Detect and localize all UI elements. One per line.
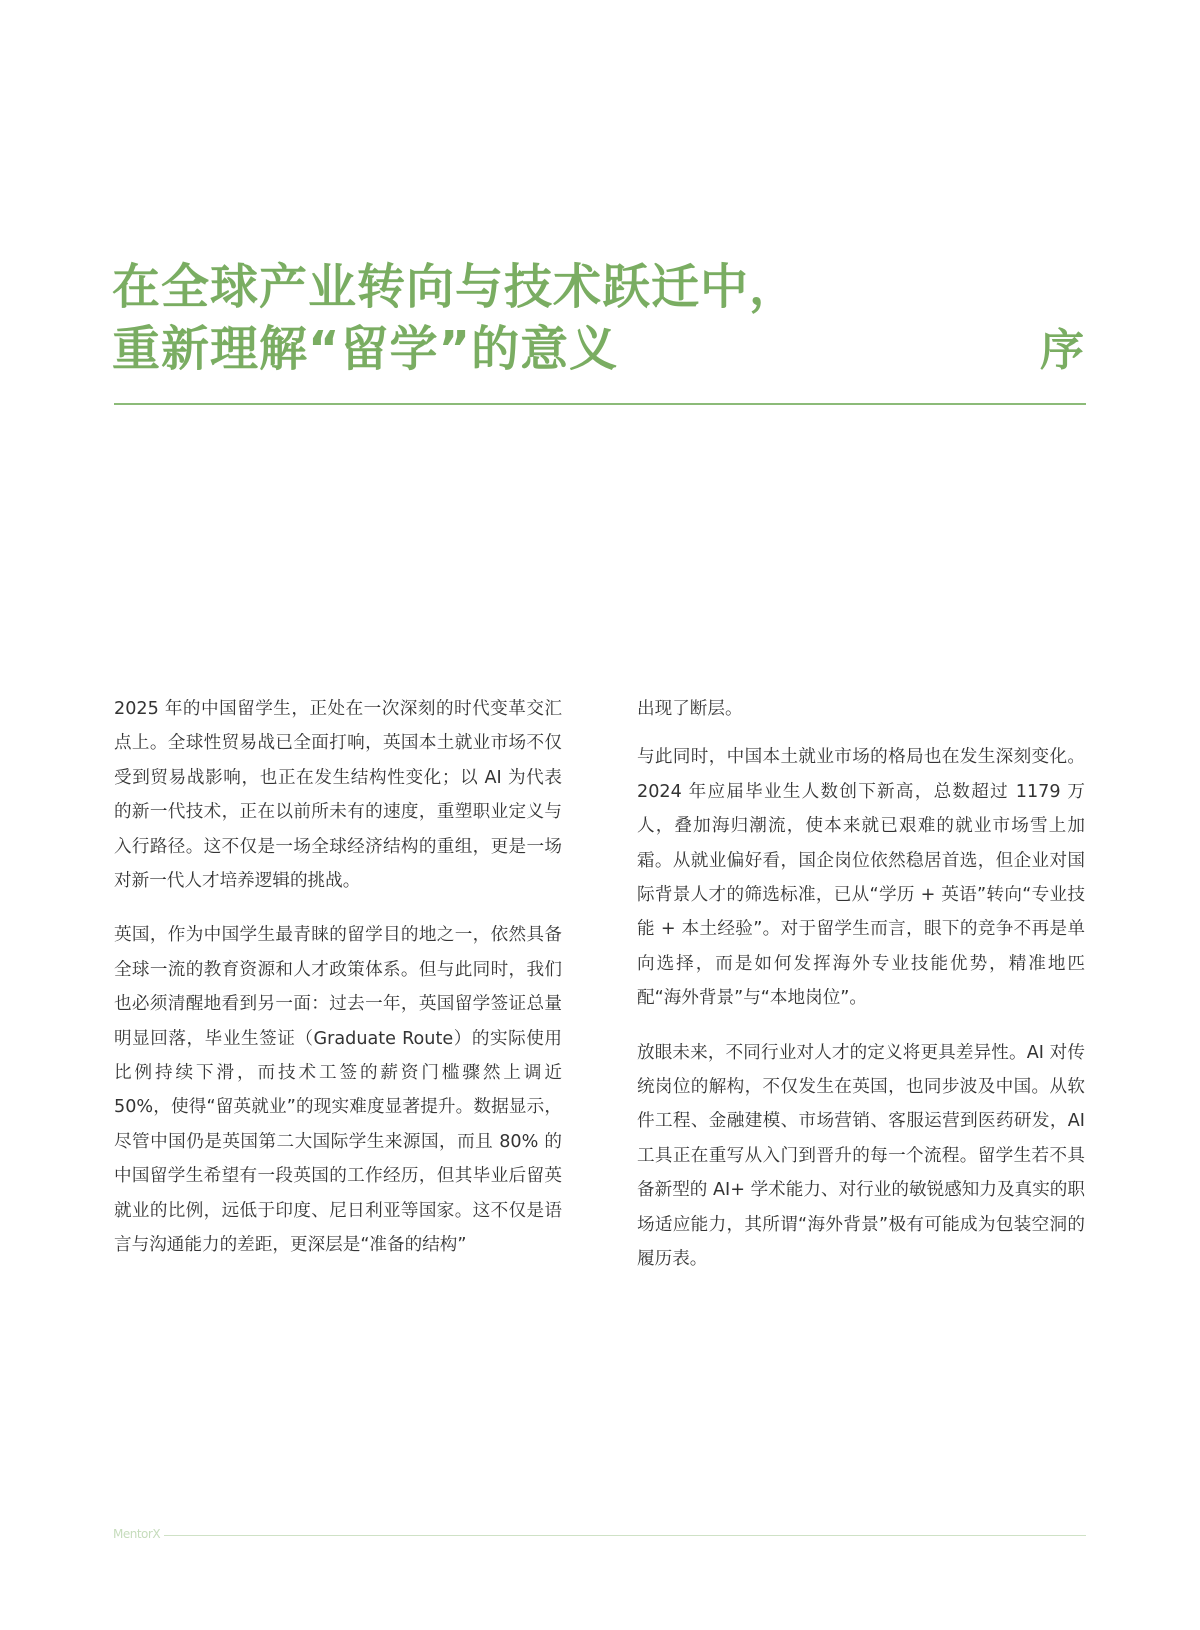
paragraph: 英国，作为中国学生最青睐的留学目的地之一，依然具备全球一流的教育资源和人才政策体系。但与此同时，我们也必须清醒地看到另一面：过去一年，英国留学签证总量明显回落，毕业生签证（Graduate Route）的实际使用比例持续下滑，而技术工签的薪资门槛骤然上调近 50%，使得“留英就业”的现实难度显著提升。数据显示，尽管中国仍是英国第二大国际学生来源国，而且 80% 的中国留学生希望有一段英国的工作经历，但其毕业后留英就业的比例，远低于印度、尼日利亚等国家。这不仅是语言与沟通能力的差距，更深层是“准备的结构” (114, 925, 562, 1256)
paragraph: 2025 年的中国留学生，正处在一次深刻的时代变革交汇点上。全球性贸易战已全面打响，英国本土就业市场不仅受到贸易战影响，也正在发生结构性变化；以 AI 为代表的新一代技术，正在以前所未有的速度，重塑职业定义与入行路径。这不仅是一场全球经济结构的重组，更是一场对新一代人才培养逻辑的挑战。 (114, 699, 562, 892)
paragraph: 出现了断层。 (637, 699, 743, 719)
page-title (112, 256, 798, 380)
title-divider (114, 403, 1086, 405)
footer-divider (164, 1535, 1086, 1536)
right-column (637, 692, 1085, 1297)
paragraph: 与此同时，中国本土就业市场的格局也在发生深刻变化。2024 年应届毕业生人数创下新高，总数超过 1179 万人，叠加海归潮流，使本来就已艰难的就业市场雪上加霜。从就业偏好看，国企岗位依然稳居首选，但企业对国际背景人才的筛选标准，已从“学历 + 英语”转向“专业技能 + 本土经验”。对于留学生而言，眼下的竞争不再是单向选择，而是如何发挥海外专业技能优势，精准地匹配“海外背景”与“本地岗位”。 (637, 747, 1085, 1009)
paragraph: 放眼未来，不同行业对人才的定义将更具差异性。AI 对传统岗位的解构，不仅发生在英国，也同步波及中国。从软件工程、金融建模、市场营销、客服运营到医药研发，AI 工具正在重写从入门到晋升的每一个流程。留学生若不具备新型的 AI+ 学术能力、对行业的敏锐感知力及真实的职场适应能力，其所谓“海外背景”极有可能成为包装空洞的履历表。 (637, 1042, 1085, 1270)
section-label: 序 (1040, 325, 1084, 376)
left-column (114, 692, 562, 1283)
title-line-1: 在全球产业转向与技术跃迁中， (112, 259, 799, 315)
footer-brand: MentorX (113, 1527, 161, 1541)
title-line-2: 重新理解“留学”的意义 (112, 321, 619, 377)
